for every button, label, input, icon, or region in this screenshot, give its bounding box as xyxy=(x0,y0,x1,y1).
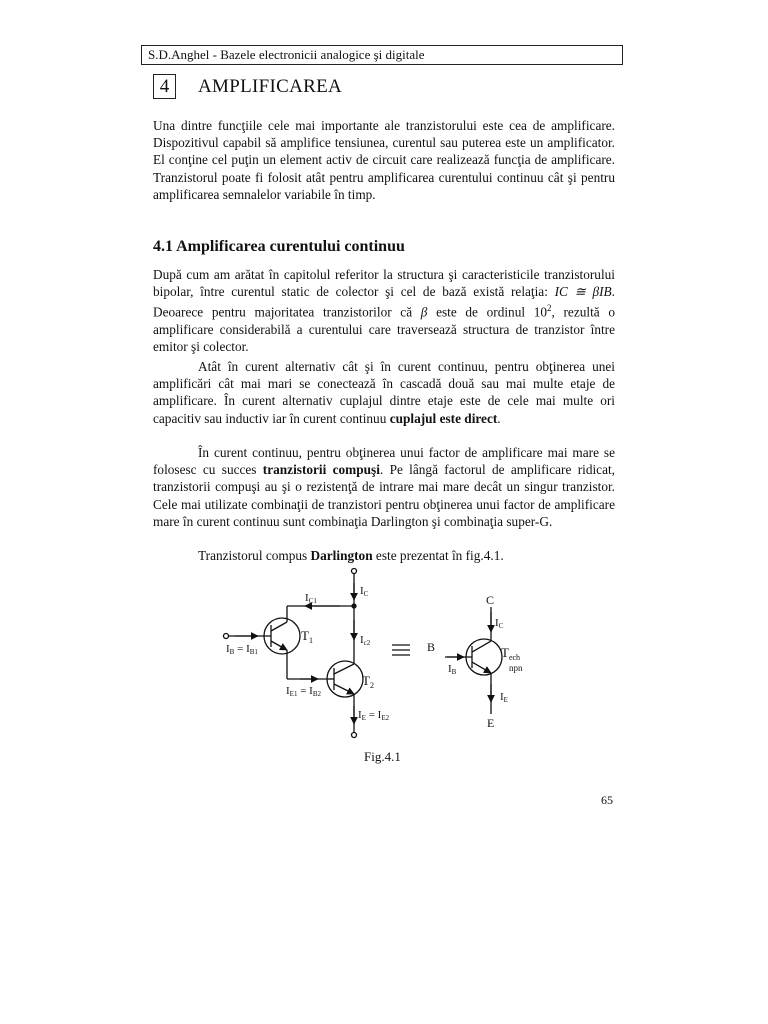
section-title: 4.1 Amplificarea curentului continuu xyxy=(153,238,405,255)
label-ie-ie2: IE = IE2 xyxy=(358,709,390,722)
label-ib-equiv: IB xyxy=(448,663,457,676)
label-t1: $T_1$ xyxy=(301,628,313,645)
label-ib-ib1: IB = IB1 xyxy=(226,643,258,656)
label-ic2: Ic2 xyxy=(360,634,371,647)
label-b: B xyxy=(427,640,436,654)
figure-caption: Fig.4.1 xyxy=(364,749,401,764)
label-ie-equiv: IE xyxy=(500,691,508,704)
paragraph-1: După cum am arătat în capitolul referitor la structura şi caracteristicile tranzistorului bipolar, între curentul static de colector şi cel de bază există relaţia: IC ≅ βIB. Deoarece pentru majoritatea tranzistorilor că β este de ordinul $10^2$, rezultă o amplificare considerabilă a curentului care traversează structura de tranzistor între emitor şi colector. xyxy=(153,267,615,355)
label-ic1: IC1 xyxy=(305,592,317,605)
intro-paragraph: Una dintre funcţiile cele mai importante ale tranzistorului este cea de amplificare. Dispozitivul capabil să amplifice tensiunea, curentul sau puterea este un amplificator. El conţine cel puţin un element activ de circuit care realizează funcţia de amplificare. Tranzistorul poate fi folosit atât pentru amplificarea curentului continuu cât şi pentru amplificarea semnalelor variabile în timp. xyxy=(153,118,615,202)
label-e: E xyxy=(487,716,495,730)
running-header: S.D.Anghel - Bazele electronicii analogice şi digitale xyxy=(141,45,623,65)
label-t2: $T_2$ xyxy=(362,673,374,690)
chapter-title: AMPLIFICAREA xyxy=(198,76,343,97)
page-number: 65 xyxy=(601,793,613,807)
label-tech: $T_{ech}$ xyxy=(501,645,521,662)
label-ie1-ib2: IE1 = IB2 xyxy=(286,685,322,698)
paragraph-2: Atât în curent alternativ cât şi în curent continuu, pentru obţinerea unei amplificări cât mai mari se conectează în cascadă două sau mai multe etaje de amplificare. În curent alternativ cuplajul dintre etaje este de cele mai multe ori capacitiv sau inductiv iar în curent continuu cuplajul este direct. xyxy=(153,359,615,426)
label-c: C xyxy=(486,593,495,607)
base-terminal xyxy=(224,634,229,639)
collector-terminal xyxy=(352,569,357,574)
paragraph-3: În curent continuu, pentru obţinerea unui factor de amplificare mai mare se folosesc cu succes tranzistorii compuşi. Pe lângă factorul de amplificare ridicat, tranzistorii compuşi au şi o rezistenţă de intrare mai mare decât un singur tranzistor. Cele mai utilizate combinaţii de tranzistori pentru obţinerea unui factor de amplificare mare în curent continuu sunt combinaţia Darlington şi combinaţia super-G. xyxy=(153,445,615,529)
label-npn: npn xyxy=(509,663,523,673)
label-ic: IC xyxy=(360,585,369,598)
paragraph-4: Tranzistorul compus Darlington este prezentat în fig.4.1. xyxy=(198,548,504,563)
formula-ic-beta-ib: IC ≅ βIB xyxy=(554,284,612,300)
emitter-terminal xyxy=(352,733,357,738)
chapter-number: 4 xyxy=(153,74,176,99)
equivalence-sign xyxy=(392,645,410,655)
label-ic-equiv: IC xyxy=(495,617,504,630)
